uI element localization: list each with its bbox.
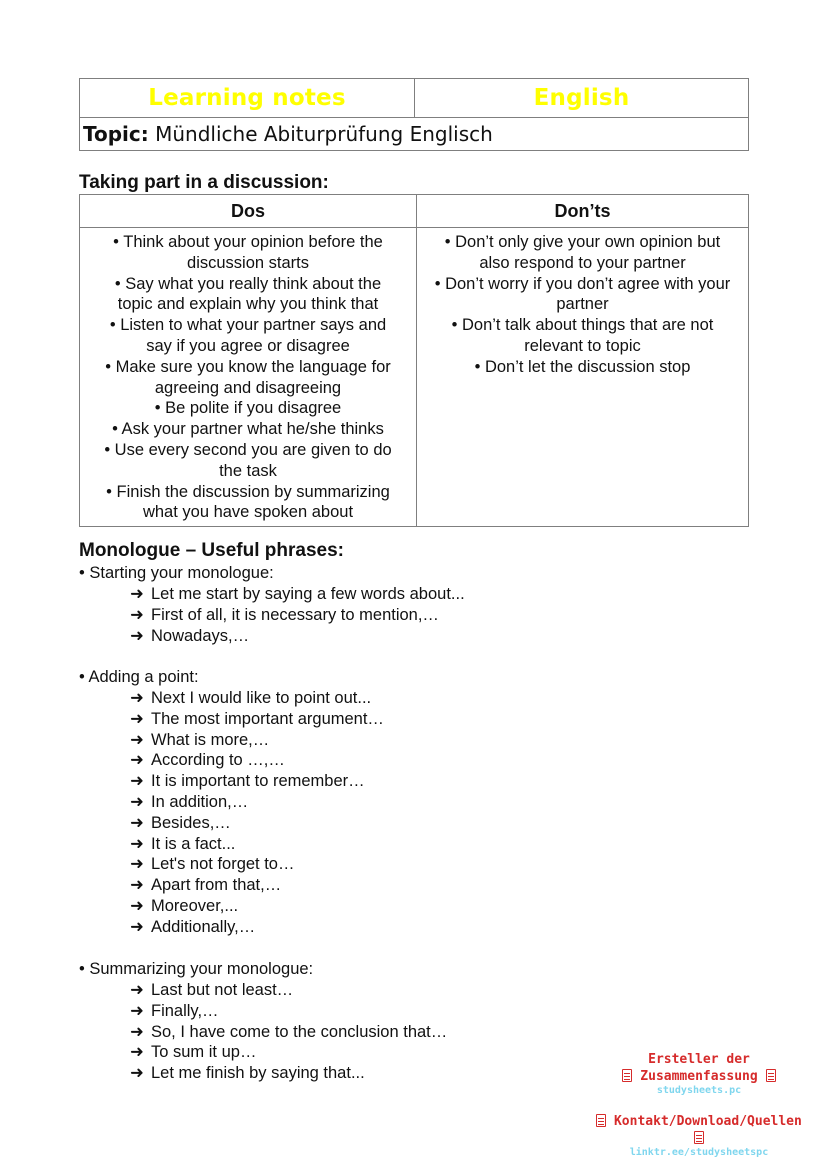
phrase-text: Last but not least… [151,981,294,999]
arrow-icon: ➜ [130,1064,144,1083]
document-icon [694,1131,704,1144]
topic-label: Topic: [83,122,149,146]
arrow-icon: ➜ [130,772,144,791]
dos-line: • Listen to what your partner says and [109,316,387,335]
arrow-icon: ➜ [130,855,144,874]
phrase-text: Besides,… [151,813,231,832]
dos-line: • Use every second you are given to do [104,440,392,459]
phrase-item [130,1063,447,1084]
dos-line: discussion starts [187,253,309,272]
phrase-item [130,917,384,938]
donts-line: relevant to topic [524,336,641,355]
arrow-icon: ➜ [130,981,144,999]
phrase-item [130,813,384,834]
donts-header: Don’ts [417,195,749,228]
phrase-text: The most important argument… [151,709,384,728]
arrow-icon: ➜ [130,751,144,770]
adding-phrase-list [130,688,384,938]
phrase-text: So, I have come to the conclusion that… [151,1022,448,1041]
dos-line: • Say what you really think about the [114,274,382,293]
phrase-text: It is important to remember… [151,772,365,791]
dos-cell [80,228,417,527]
summarizing-label: • Summarizing your monologue: [79,960,314,978]
phrase-item [130,626,465,647]
arrow-icon: ➜ [130,1001,144,1020]
phrase-text: Finally,… [151,1001,219,1020]
arrow-icon: ➜ [130,689,144,707]
phrase-text: First of all, it is necessary to mention,… [151,605,439,624]
credit-line-2: Zusammenfassung [640,1069,758,1084]
phrase-text: Let me start by saying a few words about... [151,585,465,603]
phrase-item [130,771,384,792]
summarizing-phrase-list [130,980,447,1084]
document-icon [766,1069,776,1082]
arrow-icon: ➜ [130,626,144,645]
contact-row [590,1113,808,1147]
arrow-icon: ➜ [130,1022,144,1041]
phrase-item [130,1042,447,1063]
starting-phrase-list [130,584,465,646]
header-table [79,78,749,151]
credit-line-1: Ersteller der [648,1052,750,1067]
dos-line: • Finish the discussion by summarizing [106,482,390,501]
arrow-icon: ➜ [130,709,144,728]
phrase-text: In addition,… [151,792,249,811]
arrow-icon: ➜ [130,585,144,603]
phrase-text: It is a fact... [151,834,236,853]
document-icon [596,1114,606,1127]
phrase-text: Additionally,… [151,917,256,936]
phrase-item [130,709,384,730]
donts-line: also respond to your partner [479,253,686,272]
donts-line: • Don’t talk about things that are not [451,316,714,335]
dos-line: • Be polite if you disagree [154,399,342,418]
dos-header: Dos [80,195,417,228]
adding-label: • Adding a point: [79,668,199,686]
dos-line: topic and explain why you think that [117,295,379,314]
phrase-item [130,1001,447,1022]
phrase-text: Apart from that,… [151,876,282,895]
phrase-item [130,730,384,751]
dos-line: the task [219,461,277,480]
arrow-icon: ➜ [130,917,144,936]
subject-title: English [415,79,749,118]
arrow-icon: ➜ [130,1043,144,1062]
phrase-item [130,750,384,771]
contact-label: Kontakt/Download/Quellen [613,1114,802,1129]
topic-value: Mündliche Abiturprüfung Englisch [148,122,493,146]
phrase-text: To sum it up… [151,1043,257,1062]
monologue-heading: Monologue – Useful phrases: [79,540,344,561]
arrow-icon: ➜ [130,896,144,915]
topic-row [80,118,749,151]
phrase-text: Nowadays,… [151,626,250,645]
contact-link[interactable]: linktr.ee/studysheetspc [629,1147,769,1158]
phrase-item [130,834,384,855]
arrow-icon: ➜ [130,605,144,624]
phrase-item [130,584,465,605]
phrase-text: According to …,… [151,751,285,770]
donts-line: • Don’t only give your own opinion but [444,233,721,251]
arrow-icon: ➜ [130,813,144,832]
donts-line: partner [556,295,609,314]
learning-notes-title: Learning notes [80,79,415,118]
dos-line: • Make sure you know the language for [105,357,391,376]
phrase-item [130,854,384,875]
dos-donts-table [79,194,749,527]
donts-line: • Don’t let the discussion stop [474,357,691,376]
phrase-item [130,792,384,813]
arrow-icon: ➜ [130,834,144,853]
phrase-item [130,875,384,896]
phrase-text: Moreover,... [151,896,239,915]
arrow-icon: ➜ [130,792,144,811]
dos-line: say if you agree or disagree [146,336,350,355]
phrase-item [130,688,384,709]
document-icon [622,1069,632,1082]
arrow-icon: ➜ [130,876,144,895]
phrase-text: Let's not forget to… [151,855,295,874]
dos-line: • Ask your partner what he/she thinks [112,420,384,439]
donts-cell [417,228,749,527]
phrase-text: Next I would like to point out... [151,689,372,707]
discussion-heading: Taking part in a discussion: [79,172,329,193]
phrase-item [130,980,447,1001]
credits-block [610,1051,788,1097]
phrase-item [130,1022,447,1043]
phrase-item [130,896,384,917]
dos-line: what you have spoken about [142,503,354,522]
dos-line: agreeing and disagreeing [154,378,342,397]
phrase-text: Let me finish by saying that... [151,1064,365,1083]
phrase-item [130,605,465,626]
credit-handle: studysheets.pc [656,1085,742,1096]
contact-block [590,1113,808,1159]
phrase-text: What is more,… [151,730,270,749]
arrow-icon: ➜ [130,730,144,749]
starting-label: • Starting your monologue: [79,564,274,582]
donts-line: • Don’t worry if you don’t agree with your [434,274,731,293]
dos-line: • Think about your opinion before the [113,233,383,251]
credit-line-2-row [610,1068,788,1085]
